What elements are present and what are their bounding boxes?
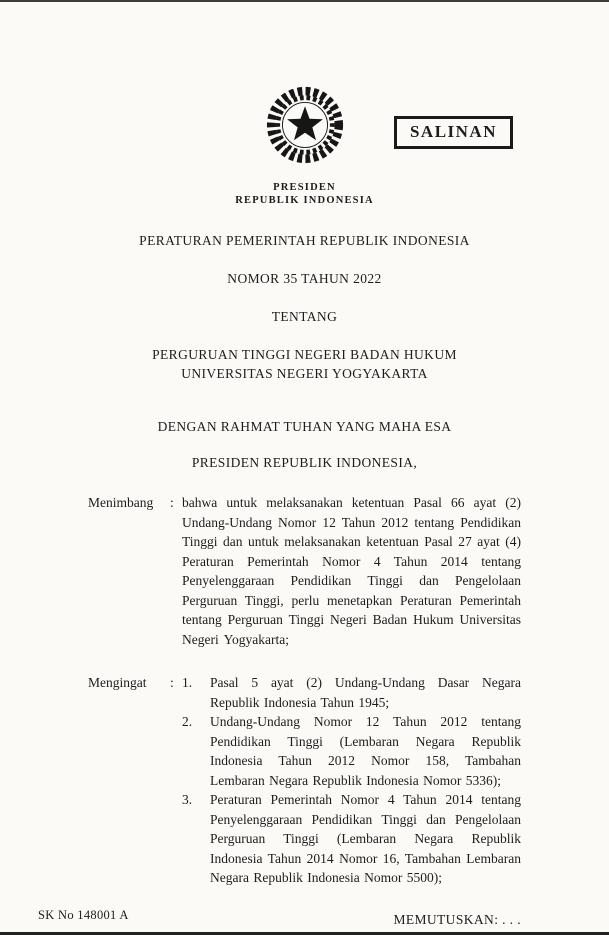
- subject-line-2: UNIVERSITAS NEGERI YOGYAKARTA: [181, 366, 428, 381]
- footer-code: SK No 148001 A: [38, 908, 129, 922]
- document-body: [88, 493, 521, 888]
- tentang-label: TENTANG: [271, 309, 338, 324]
- subject-line-1: PERGURUAN TINGGI NEGERI BADAN HUKUM: [152, 347, 457, 362]
- scan-top-edge: [0, 0, 609, 2]
- mengingat-label: Mengingat: [88, 675, 147, 690]
- doc-number: NOMOR 35 TAHUN 2022: [227, 271, 382, 286]
- doc-subject: [0, 345, 609, 383]
- menimbang-label: Menimbang: [88, 495, 154, 510]
- menimbang-section: [88, 493, 521, 649]
- list-item: [182, 673, 521, 712]
- list-item: [182, 790, 521, 888]
- invocation: DENGAN RAHMAT TUHAN YANG MAHA ESA: [157, 419, 452, 434]
- header-presiden: PRESIDEN: [273, 182, 336, 193]
- item-text: Pasal 5 ayat (2) Undang-Undang Dasar Negara Republik Indonesia Tahun 1945;: [210, 675, 521, 710]
- item-number: 1.: [182, 675, 193, 690]
- memutuskan-line: MEMUTUSKAN: . . .: [393, 911, 521, 927]
- mengingat-colon: :: [170, 675, 174, 690]
- org-header: [0, 181, 609, 207]
- menimbang-colon: :: [170, 495, 174, 510]
- mengingat-section: [88, 673, 521, 888]
- item-number: 2.: [182, 714, 193, 729]
- item-text: Peraturan Pemerintah Nomor 4 Tahun 2014 tentang Penyelenggaraan Pendidikan Tinggi dan Pengelolaan Perguruan Tinggi (Lembaran Negara Republik Indonesia Tahun 2014 Nomor 16, Tambahan Lembaran Negara Republik Indonesia Nomor 5500);: [210, 792, 521, 885]
- enacting-authority: PRESIDEN REPUBLIK INDONESIA,: [191, 455, 418, 470]
- header-republik-indonesia: REPUBLIK INDONESIA: [235, 195, 374, 206]
- mengingat-list: [182, 673, 521, 888]
- item-number: 3.: [182, 792, 193, 807]
- salinan-stamp: SALINAN: [394, 116, 513, 149]
- item-text: Undang-Undang Nomor 12 Tahun 2012 tentang Pendidikan Tinggi (Lembaran Negara Republik Indonesia Tahun 2012 Nomor 158, Tambahan Lembaran Negara Republik Indonesia Nomor 5336);: [210, 714, 521, 788]
- presidential-seal-icon: [258, 159, 352, 176]
- emblem-wrap: [0, 0, 609, 177]
- menimbang-text: bahwa untuk melaksanakan ketentuan Pasal 66 ayat (2) Undang-Undang Nomor 12 Tahun 2012 tentang Pendidikan Tinggi dan untuk melaksanakan ketentuan Pasal 27 ayat (4) Peraturan Pemerintah Nomor 4 Tahun 2014 tentang Penyelenggaraan Pendidikan Tinggi dan Pengelolaan Perguruan Tinggi, perlu menetapkan Peraturan Pemerintah tentang Perguruan Tinggi Negeri Badan Hukum Universitas Negeri Yogyakarta;: [182, 495, 521, 647]
- doc-title: PERATURAN PEMERINTAH REPUBLIK INDONESIA: [139, 233, 470, 248]
- list-item: [182, 712, 521, 790]
